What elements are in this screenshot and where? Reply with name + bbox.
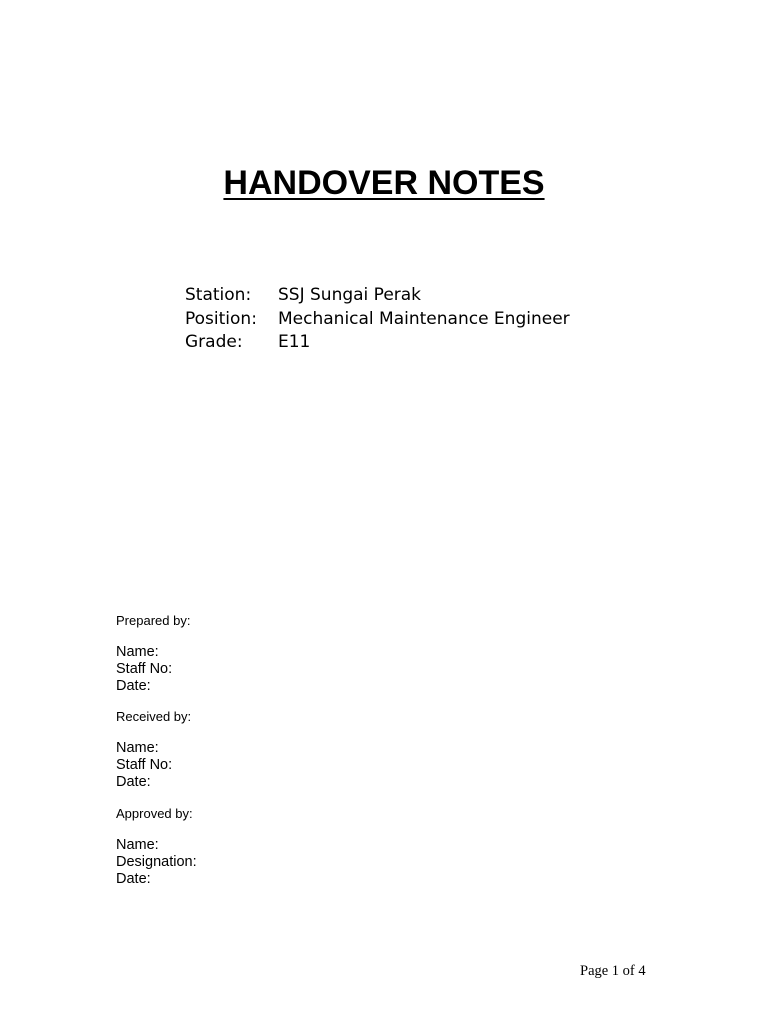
document-title	[0, 163, 768, 203]
station-label: Station:	[185, 285, 252, 305]
prepared-staff-no-label: Staff No:	[116, 661, 173, 677]
info-section	[185, 284, 570, 355]
approved-by-heading: Approved by:	[116, 806, 193, 821]
prepared-by-section	[116, 613, 190, 695]
info-row-position	[185, 308, 570, 332]
received-staff-no-label: Staff No:	[116, 757, 173, 773]
document-title-text: HANDOVER NOTES	[223, 164, 545, 202]
page-number: Page 1 of 4	[580, 963, 646, 979]
approved-designation-label: Designation:	[116, 854, 197, 870]
received-name-label: Name:	[116, 740, 159, 756]
station-value: SSJ Sungai Perak	[278, 285, 422, 305]
prepared-by-heading: Prepared by:	[116, 613, 191, 628]
received-date-label: Date:	[116, 774, 151, 790]
position-value: Mechanical Maintenance Engineer	[278, 308, 570, 329]
approved-by-section	[116, 806, 197, 888]
info-row-grade	[185, 331, 570, 355]
approved-date-label: Date:	[116, 871, 151, 887]
prepared-date-label: Date:	[116, 678, 151, 694]
approved-name-label: Name:	[116, 837, 159, 853]
position-label: Position:	[185, 308, 257, 329]
received-by-heading: Received by:	[116, 709, 192, 724]
grade-label: Grade:	[185, 332, 243, 352]
info-row-station	[185, 284, 570, 308]
received-by-section	[116, 709, 191, 791]
grade-value: E11	[278, 332, 311, 352]
prepared-name-label: Name:	[116, 644, 159, 660]
